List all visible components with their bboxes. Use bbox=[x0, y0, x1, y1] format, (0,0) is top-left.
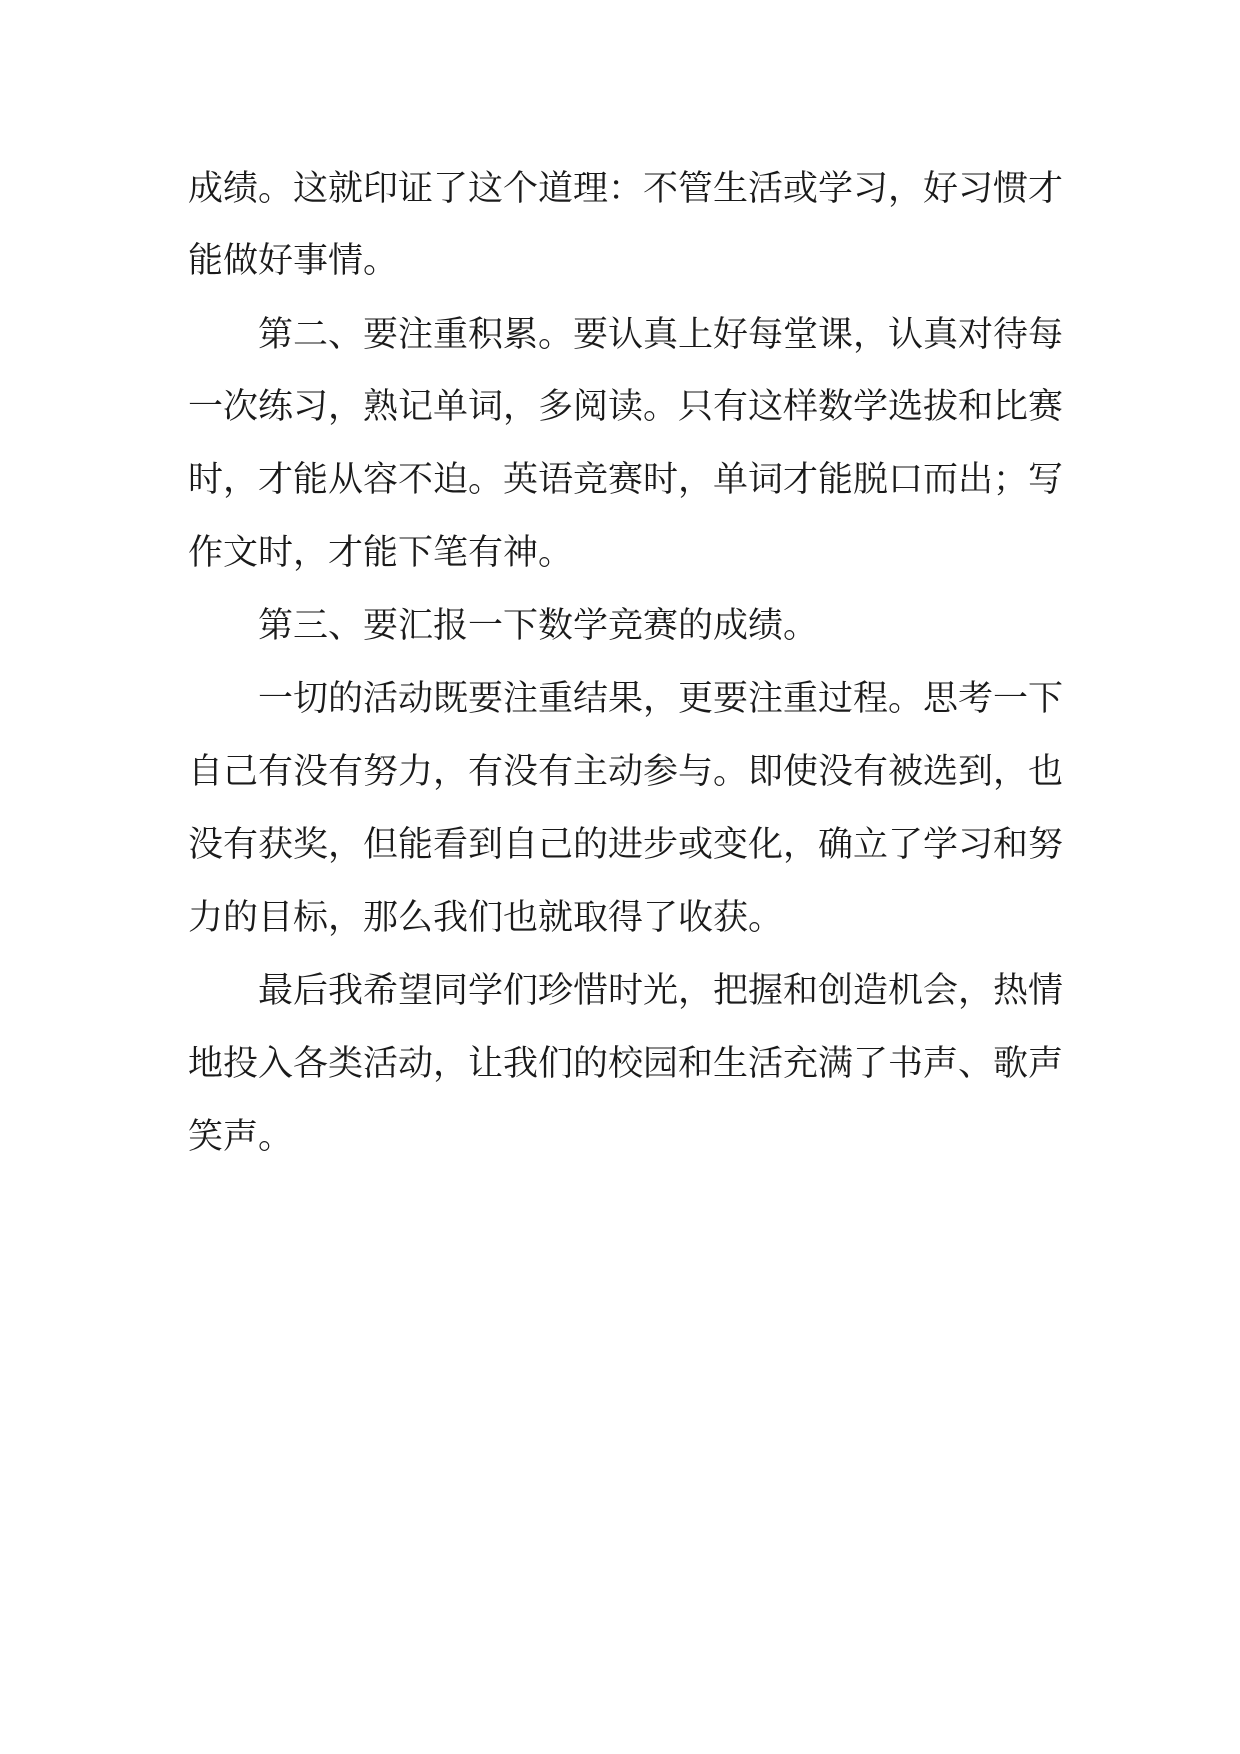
paragraph-line: 时，才能从容不迫。英语竞赛时，单词才能脱口而出；写 bbox=[188, 460, 1064, 500]
paragraph-line: 一次练习，熟记单词，多阅读。只有这样数学选拔和比赛 bbox=[188, 387, 1064, 427]
paragraph-line: 地投入各类活动，让我们的校园和生活充满了书声、歌声 bbox=[188, 1044, 1064, 1084]
paragraph-line: 力的目标，那么我们也就取得了收获。 bbox=[188, 898, 784, 938]
paragraph-line: 成绩。这就印证了这个道理：不管生活或学习，好习惯才 bbox=[188, 169, 1064, 209]
paragraph-line: 笑声。 bbox=[188, 1117, 294, 1157]
paragraph-line: 作文时，才能下笔有神。 bbox=[188, 533, 574, 573]
paragraph-line: 没有获奖，但能看到自己的进步或变化，确立了学习和努 bbox=[188, 825, 1064, 865]
paragraph-line: 最后我希望同学们珍惜时光，把握和创造机会，热情 bbox=[258, 971, 1064, 1011]
paragraph-line: 第二、要注重积累。要认真上好每堂课，认真对待每 bbox=[258, 315, 1064, 355]
paragraph-line: 自己有没有努力，有没有主动参与。即使没有被选到，也 bbox=[188, 752, 1064, 792]
paragraph-line: 能做好事情。 bbox=[188, 241, 399, 281]
paragraph-line: 一切的活动既要注重结果，更要注重过程。思考一下 bbox=[258, 679, 1064, 719]
paragraph-line: 第三、要汇报一下数学竞赛的成绩。 bbox=[258, 606, 819, 646]
